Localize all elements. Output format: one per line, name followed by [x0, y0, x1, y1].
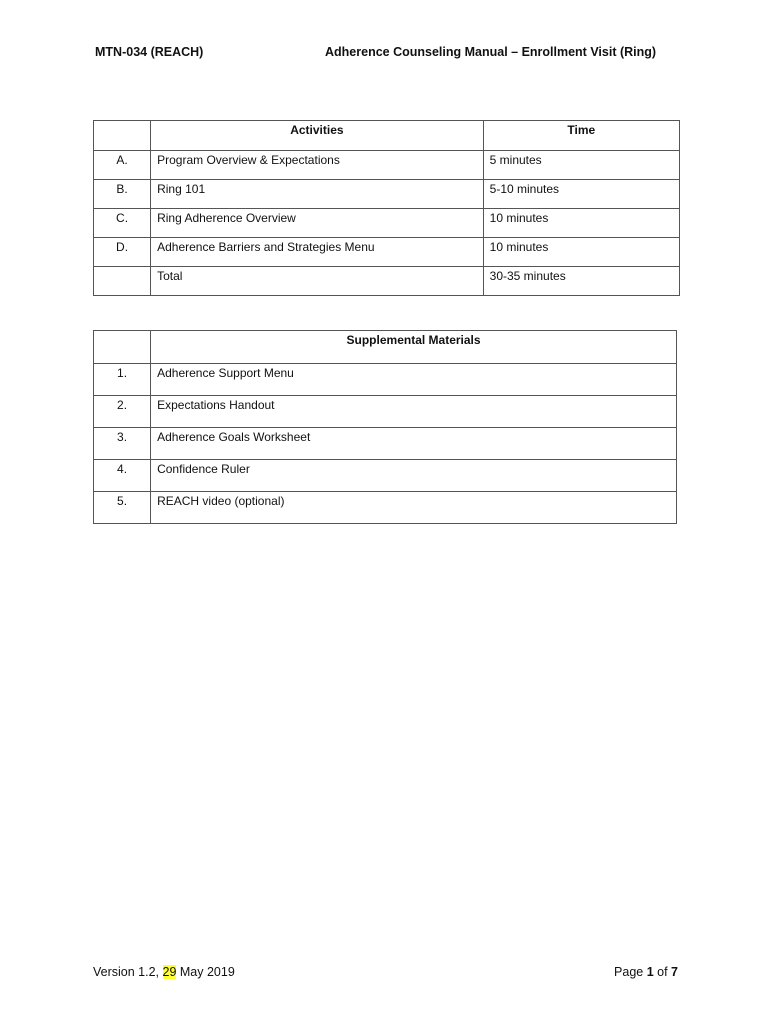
column-header-supplemental-materials: Supplemental Materials	[151, 331, 677, 364]
table-header-row	[94, 121, 680, 151]
row-activity: Ring Adherence Overview	[151, 209, 484, 238]
row-label: A.	[94, 151, 151, 180]
header-document-title: Adherence Counseling Manual – Enrollment Visit (Ring)	[325, 45, 657, 59]
row-label: C.	[94, 209, 151, 238]
page-current: 1	[646, 965, 654, 979]
column-header-time: Time	[483, 121, 679, 151]
row-activity: Total	[151, 267, 484, 296]
column-header-activities: Activities	[151, 121, 484, 151]
row-time: 5-10 minutes	[483, 180, 679, 209]
table-row	[94, 209, 680, 238]
row-label: 1.	[94, 364, 151, 396]
version-suffix: May 2019	[176, 965, 235, 979]
row-label: 3.	[94, 428, 151, 460]
table-row	[94, 396, 677, 428]
supplemental-materials-table	[93, 330, 677, 524]
table-row	[94, 428, 677, 460]
table-row	[94, 460, 677, 492]
version-day-highlighted: 29	[162, 965, 177, 979]
page-of: of	[653, 965, 672, 979]
table-header-row	[94, 331, 677, 364]
table-row	[94, 180, 680, 209]
table-row	[94, 492, 677, 524]
page-total: 7	[671, 965, 678, 979]
table-row-total	[94, 267, 680, 296]
row-label: D.	[94, 238, 151, 267]
row-activity: Program Overview & Expectations	[151, 151, 484, 180]
footer-version	[93, 965, 235, 979]
row-label	[94, 267, 151, 296]
table-row	[94, 151, 680, 180]
header-study-id: MTN-034 (REACH)	[95, 45, 204, 59]
footer-page-number	[614, 965, 678, 979]
row-time: 30-35 minutes	[483, 267, 679, 296]
row-time: 10 minutes	[483, 209, 679, 238]
page-prefix: Page	[614, 965, 647, 979]
row-activity: Ring 101	[151, 180, 484, 209]
row-item: Adherence Goals Worksheet	[151, 428, 677, 460]
row-time: 5 minutes	[483, 151, 679, 180]
row-label: 4.	[94, 460, 151, 492]
row-label: B.	[94, 180, 151, 209]
row-activity: Adherence Barriers and Strategies Menu	[151, 238, 484, 267]
row-item: Confidence Ruler	[151, 460, 677, 492]
activities-table	[93, 120, 680, 296]
row-item: Adherence Support Menu	[151, 364, 677, 396]
row-item: Expectations Handout	[151, 396, 677, 428]
table-row	[94, 364, 677, 396]
row-item: REACH video (optional)	[151, 492, 677, 524]
row-label: 5.	[94, 492, 151, 524]
row-time: 10 minutes	[483, 238, 679, 267]
column-header-label	[94, 121, 151, 151]
table-row	[94, 238, 680, 267]
row-label: 2.	[94, 396, 151, 428]
version-prefix: Version 1.2,	[93, 965, 163, 979]
column-header-label	[94, 331, 151, 364]
